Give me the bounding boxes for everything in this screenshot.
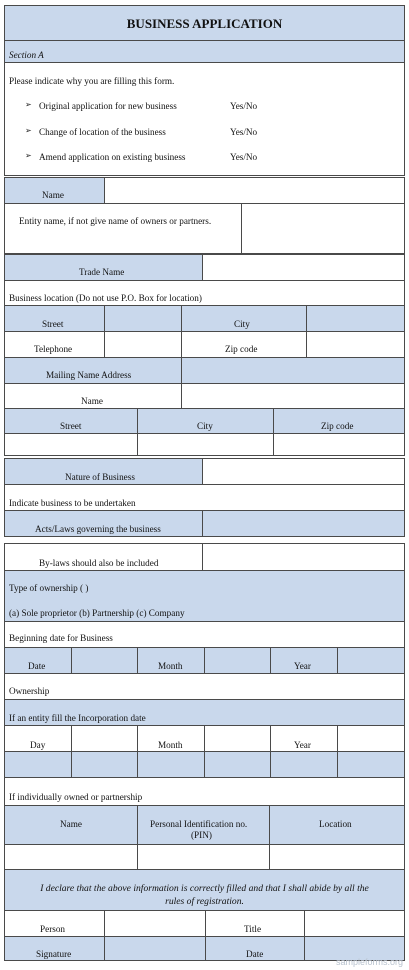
person-input[interactable] (105, 911, 205, 936)
ownership-block (4, 543, 405, 961)
inc-month-label: Month (158, 740, 183, 750)
reason-prompt: Please indicate why you are filling this form. (9, 76, 175, 86)
bylaws-label: By-laws should also be included (39, 558, 159, 568)
city-input[interactable] (307, 306, 404, 331)
nature-block (4, 458, 405, 537)
pin-column-header-line2: (PIN) (191, 830, 212, 840)
signature-input[interactable] (105, 937, 205, 960)
mail-zip-label: Zip code (321, 421, 354, 431)
bullet-icon: ➢ (25, 100, 32, 109)
ownership-type-label: Type of ownership ( ) (9, 583, 89, 593)
acts-label: Acts/Laws governing the business (35, 524, 161, 534)
street-input[interactable] (105, 306, 181, 331)
zip-label: Zip code (225, 344, 258, 354)
begin-date-label: Date (28, 661, 46, 671)
begin-month-label: Month (158, 661, 183, 671)
bullet-icon: ➢ (25, 126, 32, 135)
name-column-header: Name (60, 819, 82, 829)
section-a-bar (5, 41, 404, 62)
section-a-label: Section A (9, 50, 44, 60)
mail-name-label: Name (81, 396, 103, 406)
mail-zip-input[interactable] (274, 434, 404, 455)
location-column-header: Location (319, 819, 352, 829)
inc-day-input[interactable] (72, 726, 137, 751)
street-label: Street (42, 319, 64, 329)
zip-input[interactable] (307, 332, 404, 357)
begin-year-input[interactable] (338, 648, 404, 673)
beginning-label: Beginning date for Business (9, 633, 113, 643)
telephone-label: Telephone (34, 344, 73, 354)
declaration-line1: I declare that the above information is correctly filled and that I shall abide by all the (40, 883, 369, 894)
owner-name-input[interactable] (5, 845, 137, 869)
reason-option-1: Original application for new business (39, 101, 177, 111)
reason-option-2: Change of location of the business (39, 127, 166, 137)
title-field-label: Title (244, 924, 262, 934)
reason-option-3: Amend application on existing business (39, 152, 186, 162)
reason-choice-2[interactable]: Yes/No (230, 127, 258, 137)
person-label: Person (40, 924, 66, 934)
title-input[interactable] (305, 911, 404, 936)
individual-label: If individually owned or partnership (9, 792, 143, 802)
business-location-label: Business location (Do not use P.O. Box for location) (9, 293, 202, 303)
entity-label: Entity name, if not give name of owners or partners. (19, 216, 212, 226)
ownership-options[interactable]: (a) Sole proprietor (b) Partnership (c) Company (9, 608, 185, 618)
section-a-block (4, 5, 405, 176)
begin-month-input[interactable] (205, 648, 270, 673)
entity-input[interactable] (242, 204, 404, 253)
watermark: sampleforms.org (335, 957, 403, 967)
nature-input[interactable] (203, 459, 404, 484)
begin-year-label: Year (294, 661, 311, 671)
incorporation-label: If an entity fill the Incorporation date (9, 713, 146, 723)
ownership-label: Ownership (9, 686, 50, 696)
inc-month-input[interactable] (205, 726, 270, 751)
owner-location-input[interactable] (270, 845, 404, 869)
inc-year-input[interactable] (338, 726, 404, 751)
declaration-line2: rules of registration. (165, 896, 244, 907)
mail-city-input[interactable] (138, 434, 273, 455)
inc-day-label: Day (30, 740, 46, 750)
bullet-icon: ➢ (25, 151, 32, 160)
begin-date-input[interactable] (72, 648, 137, 673)
mail-street-input[interactable] (5, 434, 137, 455)
name-block (4, 177, 405, 254)
trade-name-input[interactable] (203, 255, 404, 280)
signature-date-label: Date (246, 949, 264, 959)
mail-name-input[interactable] (182, 384, 404, 408)
pin-column-header-line1: Personal Identification no. (150, 819, 248, 829)
form-title: BUSINESS APPLICATION (126, 16, 283, 31)
mail-city-label: City (197, 421, 213, 431)
inc-year-label: Year (294, 740, 311, 750)
nature-label: Nature of Business (65, 472, 135, 482)
mailing-label: Mailing Name Address (46, 370, 132, 380)
telephone-input[interactable] (105, 332, 181, 357)
indicate-label: Indicate business to be undertaken (9, 498, 136, 508)
acts-input[interactable] (203, 511, 404, 536)
name-label: Name (42, 190, 64, 200)
location-block (4, 254, 405, 456)
reason-choice-3[interactable]: Yes/No (230, 152, 258, 162)
mail-street-label: Street (60, 421, 82, 431)
reason-choice-1[interactable]: Yes/No (230, 101, 258, 111)
name-input[interactable] (105, 178, 404, 203)
bylaws-input[interactable] (203, 544, 404, 570)
signature-label: Signature (36, 949, 72, 959)
city-label: City (234, 319, 250, 329)
owner-pin-input[interactable] (138, 845, 269, 869)
trade-name-label: Trade Name (79, 267, 125, 277)
